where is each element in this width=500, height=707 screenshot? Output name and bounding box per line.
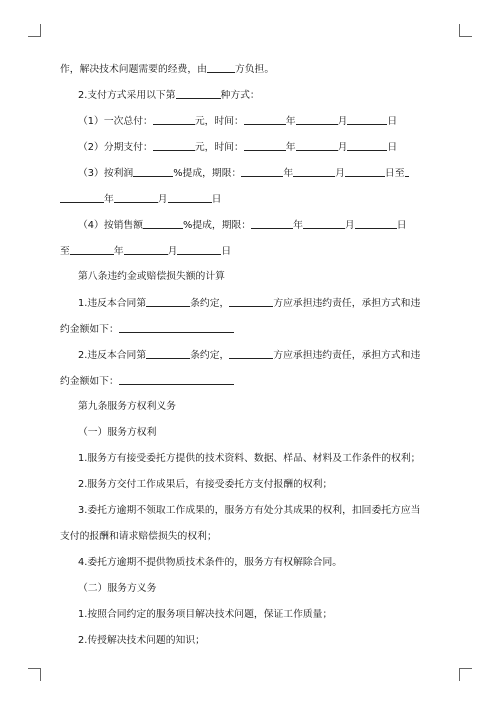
para-profit-share-end: 年 月 日 xyxy=(60,192,221,206)
blank-year[interactable] xyxy=(241,166,283,177)
blank-day[interactable] xyxy=(168,192,212,203)
blank-party[interactable] xyxy=(229,348,273,359)
para-duty-1: 1.按照合同约定的服务项目解决技术问题，保证工作质量； xyxy=(78,609,333,620)
blank-month[interactable] xyxy=(296,114,338,125)
blank-day[interactable] xyxy=(355,218,397,229)
para-breach-1: 1.违反本合同第 条约定， 方应承担违约责任，承担方式和违 xyxy=(78,298,421,309)
blank-day[interactable] xyxy=(347,114,387,125)
blank-month[interactable] xyxy=(124,244,168,255)
heading-provider-duties: （二）服务方义务 xyxy=(78,583,157,594)
para-funding-line: 作，解决技术问题需要的经费，由 方负担。 xyxy=(60,64,275,75)
para-breach-2-amount: 约金额如下： xyxy=(60,374,234,388)
para-profit-share: （3）按利润 %提成，期限： 年 月 日至 xyxy=(78,166,409,180)
blank-day[interactable] xyxy=(347,140,387,151)
blank-month[interactable] xyxy=(114,192,158,203)
para-installment: （2）分期支付： 元，时间： 年 月 日 xyxy=(78,142,398,153)
blank-month[interactable] xyxy=(303,218,345,229)
blank-amount[interactable] xyxy=(153,140,195,151)
blank-year[interactable] xyxy=(244,114,286,125)
blank-penalty-amount[interactable] xyxy=(119,374,234,385)
para-right-1: 1.服务方有接受委托方提供的技术资料、数据、样品、材料及工作条件的权利； xyxy=(78,453,421,464)
blank-month[interactable] xyxy=(293,166,335,177)
blank-article-number[interactable] xyxy=(146,348,190,359)
blank-tail[interactable] xyxy=(405,166,409,177)
blank-method-number[interactable] xyxy=(176,88,221,99)
heading-provider-rights: （一）服务方权利 xyxy=(78,427,157,438)
crop-mark-bottom-right xyxy=(459,668,472,681)
blank-party-field[interactable] xyxy=(207,62,235,73)
blank-year[interactable] xyxy=(251,218,293,229)
blank-year[interactable] xyxy=(70,244,114,255)
para-duty-2: 2.传授解决技术问题的知识； xyxy=(78,635,205,646)
heading-article-9: 第九条服务方权利义务 xyxy=(78,401,176,412)
para-right-3-cont: 支付的报酬和请求赔偿损失的权利； xyxy=(60,531,217,542)
blank-amount[interactable] xyxy=(153,114,195,125)
para-breach-1-amount: 约金额如下： xyxy=(60,322,234,336)
blank-day[interactable] xyxy=(345,166,385,177)
para-right-2: 2.服务方交付工作成果后，有接受委托方支付报酬的权利； xyxy=(78,479,333,490)
crop-mark-top-right xyxy=(459,24,472,37)
blank-day[interactable] xyxy=(177,244,221,255)
para-sales-share: （4）按销售额 %提成，期限： 年 月 日 xyxy=(78,220,407,231)
para-lump-sum: （1）一次总付： 元，时间： 年 月 日 xyxy=(78,116,398,127)
blank-party[interactable] xyxy=(229,296,273,307)
heading-article-8: 第八条违约金或赔偿损失额的计算 xyxy=(78,271,225,282)
crop-mark-bottom-left xyxy=(28,668,41,681)
para-payment-method: 2.支付方式采用以下第 种方式： xyxy=(78,90,260,101)
crop-mark-top-left xyxy=(28,24,41,37)
blank-penalty-amount[interactable] xyxy=(119,322,234,333)
para-right-4: 4.委托方逾期不提供物质技术条件的，服务方有权解除合同。 xyxy=(78,557,343,568)
blank-year[interactable] xyxy=(60,192,104,203)
blank-year[interactable] xyxy=(244,140,286,151)
blank-percent[interactable] xyxy=(133,166,173,177)
para-right-3: 3.委托方逾期不领取工作成果的，服务方有处分其成果的权利，扣回委托方应当 xyxy=(78,505,421,516)
para-breach-2: 2.违反本合同第 条约定， 方应承担违约责任，承担方式和违 xyxy=(78,350,421,361)
blank-month[interactable] xyxy=(296,140,338,151)
blank-percent[interactable] xyxy=(143,218,183,229)
para-sales-share-end: 至 年 月 日 xyxy=(60,246,232,257)
blank-article-number[interactable] xyxy=(146,296,190,307)
